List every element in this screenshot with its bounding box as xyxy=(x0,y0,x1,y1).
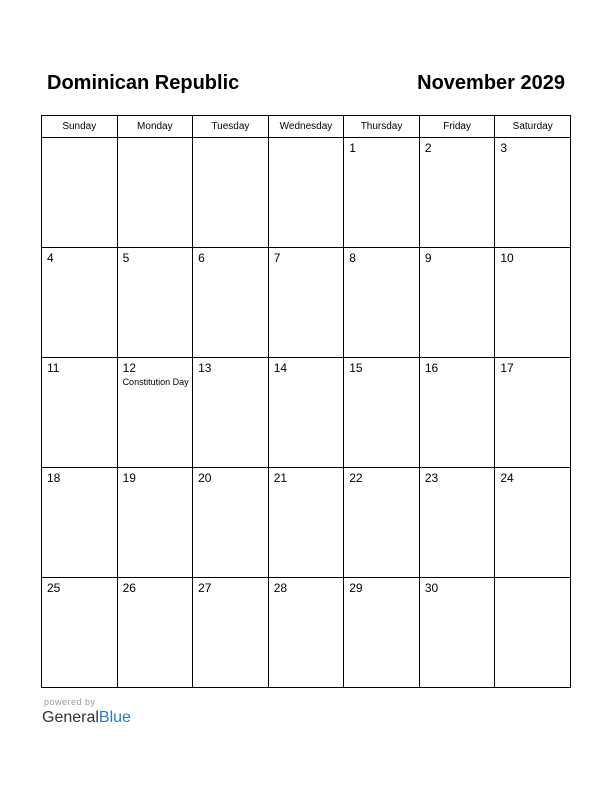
day-cell xyxy=(42,358,118,468)
day-number: 9 xyxy=(424,251,432,265)
powered-by-text: powered by xyxy=(44,697,96,707)
day-number: 10 xyxy=(500,251,514,265)
holiday-label: Constitution Day xyxy=(122,377,189,387)
weekday-header: Sunday xyxy=(42,116,118,138)
day-number xyxy=(42,138,117,141)
day-number: 14 xyxy=(273,361,288,375)
brand-logo[interactable] xyxy=(42,708,131,728)
day-cell xyxy=(193,578,269,688)
day-cell xyxy=(495,578,571,688)
week-row xyxy=(42,138,571,248)
day-number xyxy=(269,138,344,141)
day-cell xyxy=(268,468,344,578)
week-row xyxy=(42,468,571,578)
day-number: 5 xyxy=(122,251,130,265)
day-number: 19 xyxy=(122,471,136,485)
day-number: 7 xyxy=(273,251,281,265)
day-cell xyxy=(117,248,193,358)
day-cell xyxy=(117,578,193,688)
weekday-header: Wednesday xyxy=(268,116,344,138)
day-cell xyxy=(193,138,269,248)
day-number: 21 xyxy=(273,471,288,485)
brand-general-text: General xyxy=(42,709,99,726)
day-cell xyxy=(193,358,269,468)
day-cell xyxy=(419,578,495,688)
footer-branding xyxy=(42,697,131,728)
day-cell xyxy=(344,468,420,578)
day-cell xyxy=(344,358,420,468)
day-cell xyxy=(117,358,193,468)
day-cell xyxy=(42,248,118,358)
day-cell xyxy=(344,578,420,688)
day-number xyxy=(495,578,570,581)
day-cell xyxy=(117,468,193,578)
day-number: 30 xyxy=(424,581,439,595)
day-number: 3 xyxy=(500,141,508,155)
weekday-header: Saturday xyxy=(495,116,571,138)
day-cell xyxy=(193,468,269,578)
day-number xyxy=(118,138,193,141)
day-number: 29 xyxy=(349,581,363,595)
week-row xyxy=(42,578,571,688)
day-number: 1 xyxy=(349,141,356,155)
day-cell xyxy=(419,468,495,578)
day-number: 15 xyxy=(349,361,363,375)
country-title: Dominican Republic xyxy=(47,72,240,94)
month-year-title: November 2029 xyxy=(417,72,565,94)
day-number: 6 xyxy=(198,251,205,265)
day-cell xyxy=(193,248,269,358)
weekday-header: Monday xyxy=(117,116,193,138)
day-cell xyxy=(42,138,118,248)
day-cell xyxy=(495,358,571,468)
day-number: 26 xyxy=(122,581,136,595)
day-number: 8 xyxy=(349,251,356,265)
day-number: 17 xyxy=(500,361,514,375)
day-cell xyxy=(268,138,344,248)
day-number: 18 xyxy=(47,471,61,485)
day-cell xyxy=(344,248,420,358)
day-number: 28 xyxy=(273,581,288,595)
calendar-grid xyxy=(41,115,571,688)
day-number: 11 xyxy=(47,361,60,375)
day-cell xyxy=(268,358,344,468)
day-number xyxy=(193,138,268,141)
week-row xyxy=(42,358,571,468)
day-cell xyxy=(495,468,571,578)
day-number: 13 xyxy=(198,361,212,375)
weekday-header: Thursday xyxy=(344,116,420,138)
week-row xyxy=(42,248,571,358)
day-cell xyxy=(419,358,495,468)
day-cell xyxy=(42,578,118,688)
day-cell xyxy=(344,138,420,248)
day-number: 12 xyxy=(122,361,136,375)
day-cell xyxy=(495,248,571,358)
day-cell xyxy=(42,468,118,578)
day-cell xyxy=(268,578,344,688)
day-number: 23 xyxy=(424,471,439,485)
day-number: 20 xyxy=(198,471,212,485)
day-cell xyxy=(419,138,495,248)
brand-blue-text: Blue xyxy=(98,709,131,726)
day-number: 22 xyxy=(349,471,363,485)
day-number: 27 xyxy=(198,581,212,595)
day-cell xyxy=(419,248,495,358)
day-cell xyxy=(495,138,571,248)
weekday-header: Friday xyxy=(419,116,495,138)
weekday-header: Tuesday xyxy=(193,116,269,138)
day-cell xyxy=(117,138,193,248)
day-number: 24 xyxy=(500,471,514,485)
day-number: 2 xyxy=(424,141,432,155)
weekday-header-row xyxy=(42,116,571,138)
day-number: 4 xyxy=(47,251,54,265)
day-cell xyxy=(268,248,344,358)
day-number: 25 xyxy=(47,581,61,595)
day-number: 16 xyxy=(424,361,439,375)
